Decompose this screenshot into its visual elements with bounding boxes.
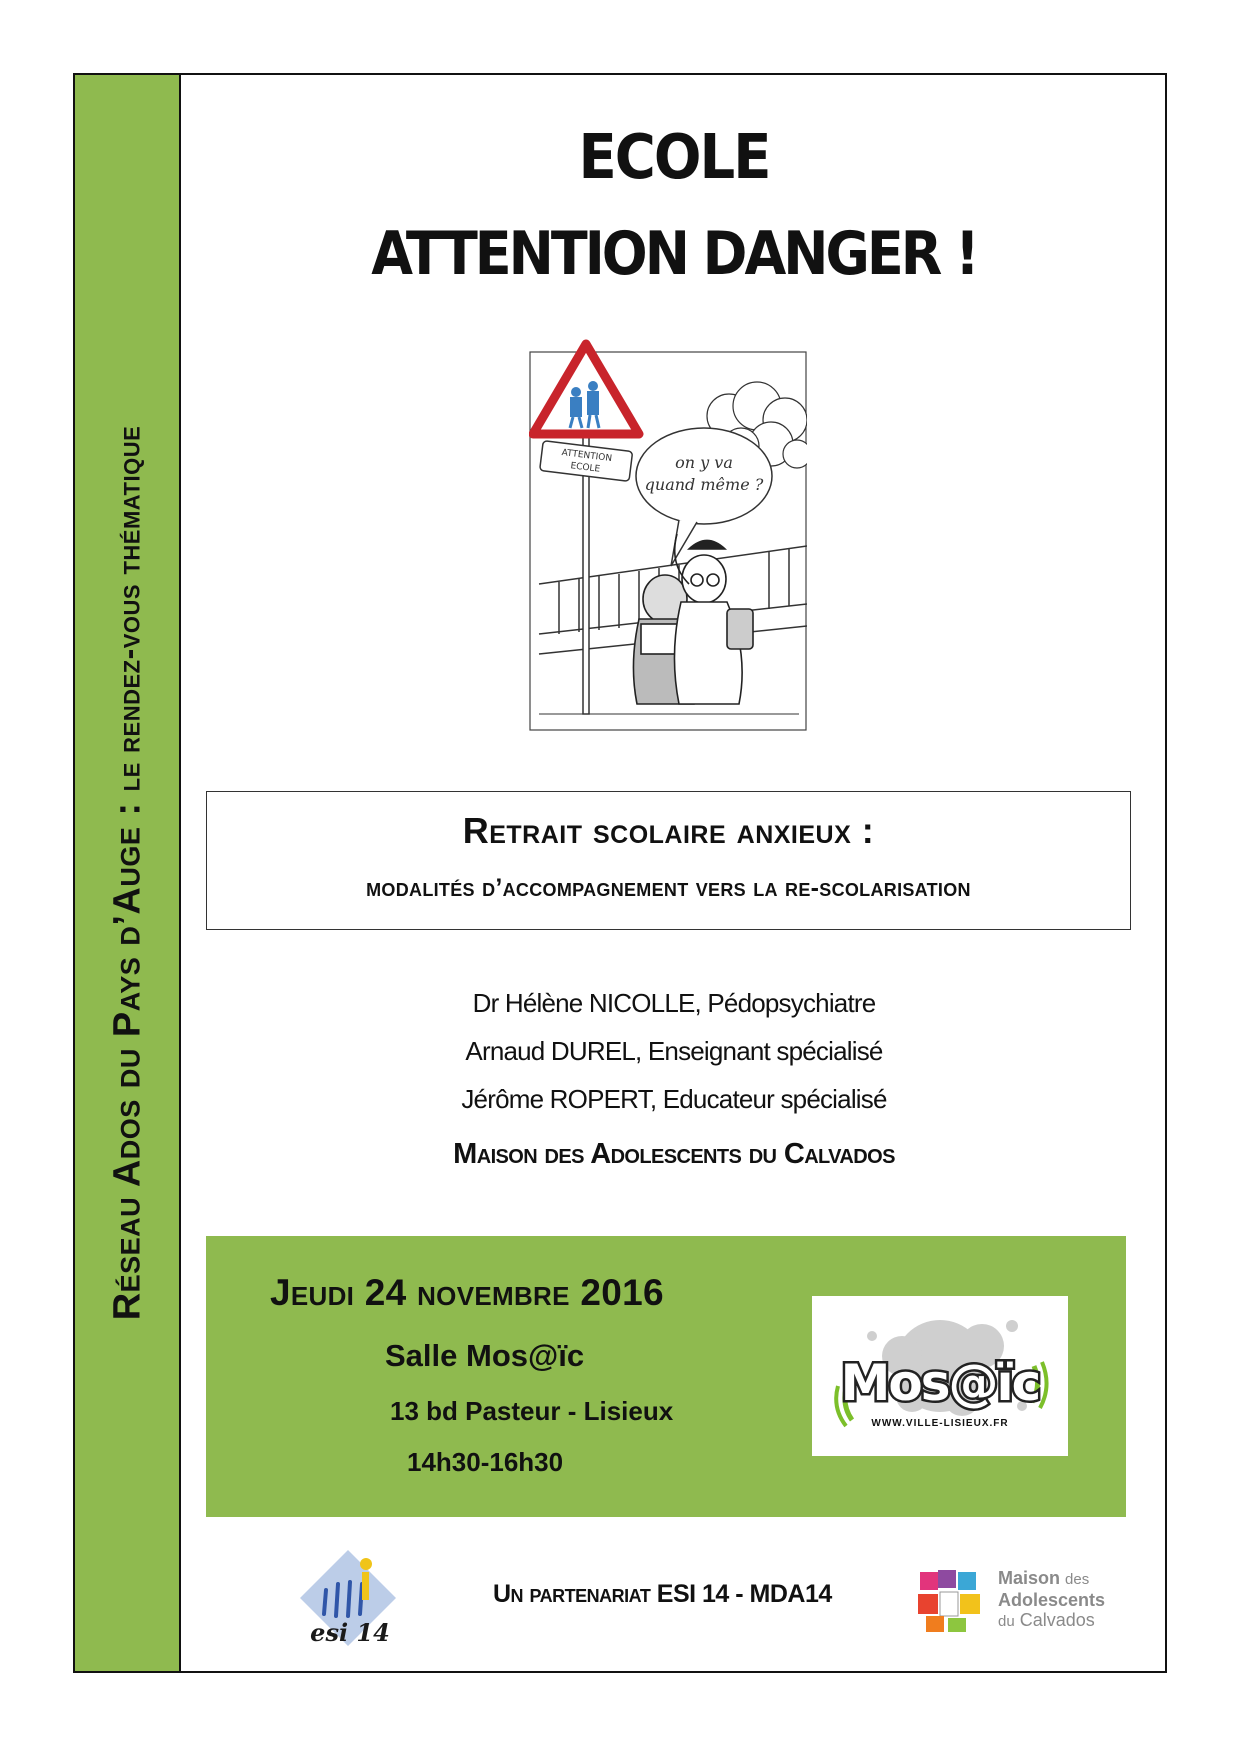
mda-logo-text xyxy=(998,1568,1105,1632)
sidebar-sub-text: le rendez-vous thématique xyxy=(110,425,147,792)
event-time: 14h30-16h30 xyxy=(407,1447,564,1477)
mosaic-logo-name: Mos@ïc xyxy=(840,1354,1040,1412)
title-line-2: ATTENTION DANGER ! xyxy=(371,218,977,289)
svg-text:ATTENTION: ATTENTION xyxy=(560,447,613,465)
title-line-1: ECOLE xyxy=(578,121,770,194)
event-venue: Salle Mos@ïc xyxy=(385,1338,585,1373)
speaker-3: Jérôme ROPERT, Educateur spécialisé xyxy=(461,1084,887,1114)
mda-line-3a: du xyxy=(998,1613,1015,1630)
sidebar-main-text: Réseau Ados du Pays d’Auge : xyxy=(106,802,149,1321)
mosaic-logo xyxy=(812,1296,1068,1456)
event-address: 13 bd Pasteur - Lisieux xyxy=(390,1396,674,1426)
mda-line-3b: Calvados xyxy=(1019,1610,1095,1630)
topic-heading: Retrait scolaire anxieux : xyxy=(462,810,875,851)
mda-line-2: Adolescents xyxy=(998,1590,1106,1610)
sidebar-title xyxy=(107,143,150,1603)
mda-line-1b: des xyxy=(1065,1571,1090,1588)
cartoon-illustration xyxy=(529,334,807,732)
mosaic-logo-url: WWW.VILLE-LISIEUX.FR xyxy=(871,1418,1009,1429)
esi14-logo-text: esi 14 xyxy=(310,1618,390,1647)
mosaic-logo-graphic xyxy=(812,1296,1068,1456)
organization-name: Maison des Adolescents du Calvados xyxy=(453,1138,895,1170)
topic-subheading: modalités d’accompagnement vers la re-scolarisation xyxy=(366,874,971,902)
esi14-logo xyxy=(296,1548,400,1648)
mda-logo xyxy=(914,1566,1114,1646)
mda-logo-mark xyxy=(914,1566,994,1636)
bubble-line-2: quand même ? xyxy=(644,475,764,494)
event-date: Jeudi 24 novembre 2016 xyxy=(270,1272,664,1313)
speaker-2: Arnaud DUREL, Enseignant spécialisé xyxy=(465,1036,883,1066)
speaker-1: Dr Hélène NICOLLE, Pédopsychiatre xyxy=(472,988,876,1018)
partnership-text: Un partenariat ESI 14 - MDA14 xyxy=(493,1580,832,1608)
svg-text:ECOLE: ECOLE xyxy=(569,461,601,475)
topic-box xyxy=(206,791,1131,930)
bubble-line-1: on y va xyxy=(675,453,733,472)
mda-line-1: Maison xyxy=(998,1568,1061,1588)
